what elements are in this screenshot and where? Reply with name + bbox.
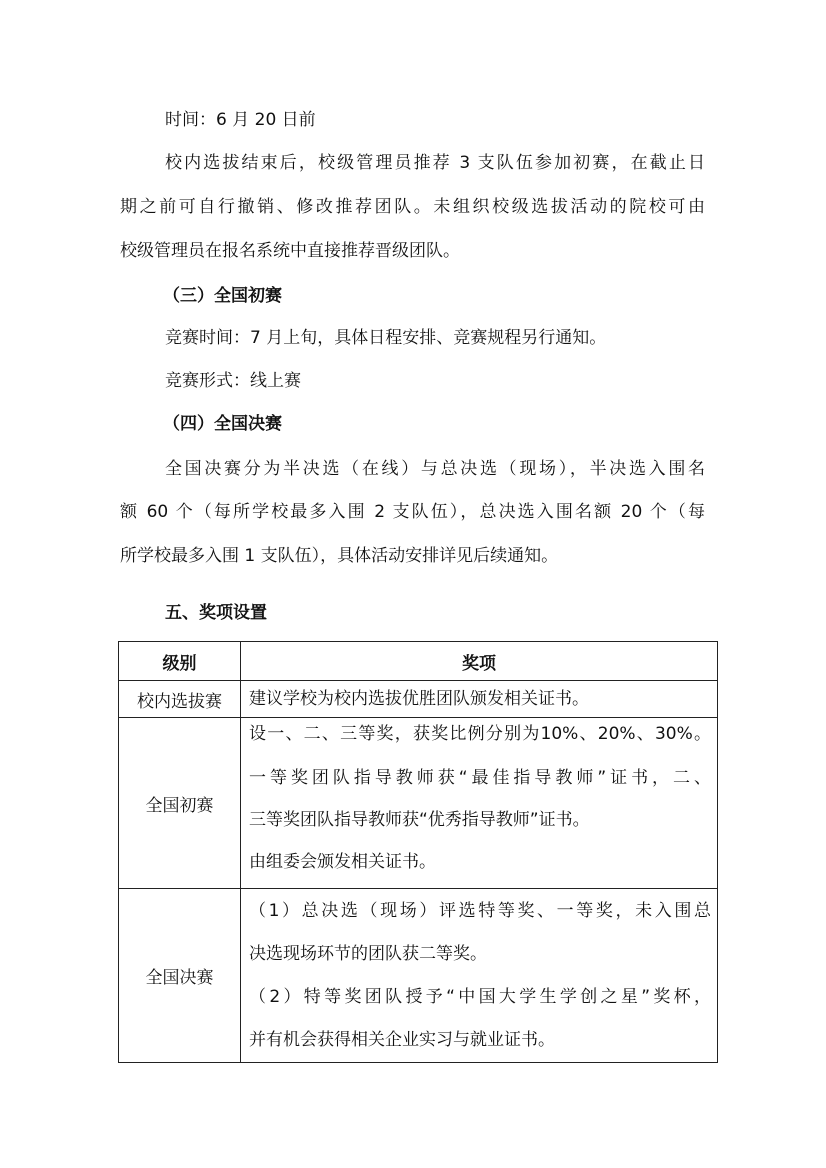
prelim-form-text: 竞赛形式：线上赛: [165, 371, 301, 391]
row-level: 全国初赛: [119, 718, 241, 889]
row-award: [241, 718, 718, 889]
award-line: 三等奖团队指导教师获“优秀指导教师”证书。: [249, 810, 590, 830]
awards-table: [118, 641, 718, 1063]
row-level: 全国决赛: [119, 889, 241, 1063]
award-line: （1）总决选（现场）评选特等奖、一等奖，未入围总: [249, 901, 711, 921]
school-select-text-line-3: 校级管理员在报名系统中直接推荐晋级团队。: [120, 241, 460, 261]
section-title-awards: 五、奖项设置: [165, 603, 267, 623]
row-level: 校内选拔赛: [119, 681, 241, 718]
final-text-line-2: 额 60 个（每所学校最多入围 2 支队伍），总决选入围名额 20 个（每: [120, 502, 705, 522]
final-text-line-3: 所学校最多入围 1 支队伍），具体活动安排详见后续通知。: [120, 546, 559, 566]
award-line: 决选现场环节的团队获二等奖。: [249, 944, 487, 964]
header-level: 级别: [119, 642, 241, 681]
table-row: [119, 681, 718, 718]
heading-national-final: （四）全国决赛: [163, 414, 282, 434]
award-line: 建议学校为校内选拔优胜团队颁发相关证书。: [249, 689, 589, 709]
time-line: 时间：6 月 20 日前: [165, 110, 316, 130]
table-row: [119, 889, 718, 1063]
table-row: [119, 718, 718, 889]
row-award: [241, 681, 718, 718]
school-select-text-line-2: 期之前可自行撤销、修改推荐团队。未组织校级选拔活动的院校可由: [120, 197, 705, 217]
award-line: （2）特等奖团队授予“中国大学生学创之星”奖杯，: [249, 987, 711, 1007]
header-award: 奖项: [241, 642, 718, 681]
heading-national-prelim: （三）全国初赛: [163, 286, 282, 306]
award-line: 一等奖团队指导教师获“最佳指导教师”证书，二、: [249, 768, 711, 788]
award-line: 并有机会获得相关企业实习与就业证书。: [249, 1030, 555, 1050]
row-award: [241, 889, 718, 1063]
final-text-line-1: 全国决赛分为半决选（在线）与总决选（现场），半决选入围名: [165, 459, 705, 479]
table-header-row: [119, 642, 718, 681]
prelim-time-text: 竞赛时间：7 月上旬，具体日程安排、竞赛规程另行通知。: [165, 328, 607, 348]
school-select-text-line-1: 校内选拔结束后，校级管理员推荐 3 支队伍参加初赛，在截止日: [165, 153, 705, 173]
award-line: 设一、二、三等奖，获奖比例分别为10%、20%、30%。: [249, 724, 711, 744]
award-line: 由组委会颁发相关证书。: [249, 852, 436, 872]
